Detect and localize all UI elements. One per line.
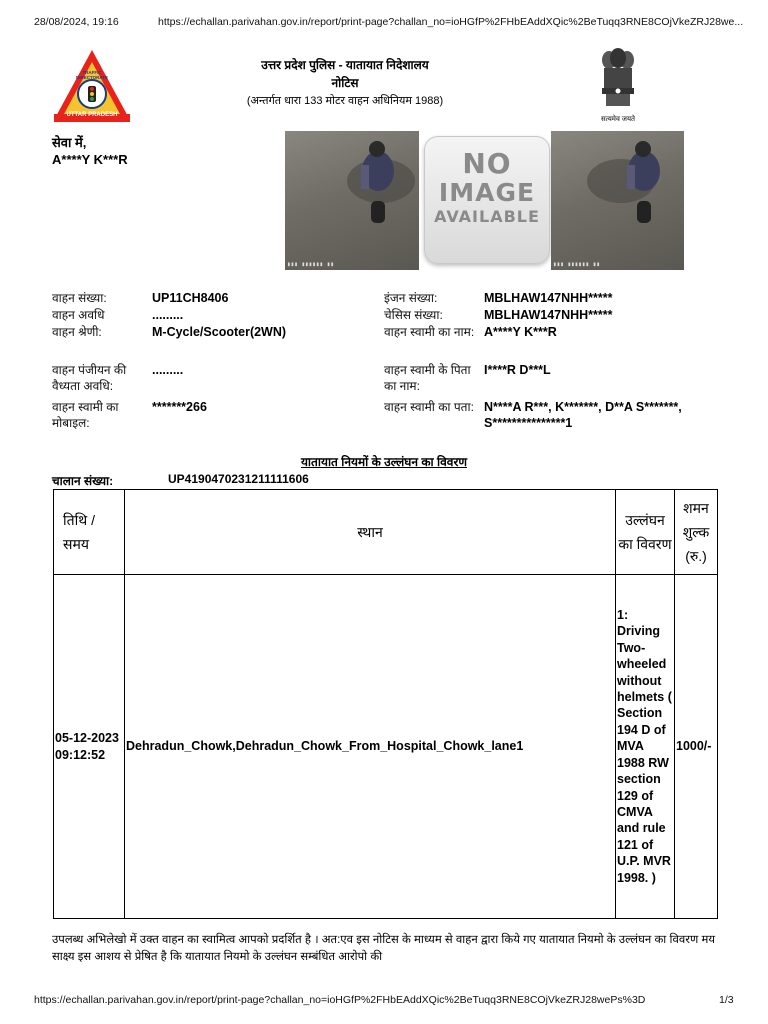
print-timestamp: 28/08/2024, 19:16 — [34, 16, 119, 28]
table-row — [54, 575, 718, 919]
notice-title: नोटिस — [331, 76, 359, 90]
recipient-name: A****Y K***R — [52, 152, 128, 167]
value-owner-father-name: I****R D***L — [484, 363, 551, 377]
label-vehicle-class: वाहन श्रेणी: — [52, 325, 102, 339]
no-image-placeholder — [424, 136, 550, 264]
label-vehicle-number: वाहन संख्या: — [52, 291, 107, 305]
photo-stamp-right: ▮▮▮ ▮▮▮▮▮▮ ▮▮ — [553, 261, 600, 268]
print-url-top: https://echallan.parivahan.gov.in/report/print-page?challan_no=ioHGfP%2FHbEAddXQic%2BeTuqq3RNE8COjVkeZRJ28we... — [158, 16, 744, 28]
emblem-caption: सत्यमेव जयते — [600, 116, 636, 123]
logo-text-bottom: UTTAR PRADESH — [66, 112, 118, 118]
value-engine-number: MBLHAW147NHH***** — [484, 291, 613, 305]
label-engine-number: इंजन संख्या: — [384, 291, 438, 305]
photo-stamp-left: ▮▮▮ ▮▮▮▮▮▮ ▮▮ — [287, 261, 334, 268]
violation-section-title: यातायात नियमों के उल्लंघन का विवरण — [300, 455, 468, 469]
value-vehicle-number: UP11CH8406 — [152, 291, 229, 305]
national-emblem — [596, 46, 640, 122]
cell-place: Dehradun_Chowk,Dehradun_Chowk_From_Hospital_Chowk_lane1 — [125, 575, 616, 919]
value-owner-mobile: *******266 — [152, 400, 207, 414]
value-vehicle-period: ......... — [152, 308, 184, 322]
page-number: 1/3 — [719, 994, 734, 1006]
no-image-line2: IMAGE — [438, 178, 536, 207]
logo-text-top: TRAFFIC DIRECTORATE — [75, 70, 109, 80]
challan-number-label: चालान संख्या: — [52, 474, 114, 488]
label-owner-mobile: वाहन स्वामी का मोबाइल: — [52, 400, 119, 430]
value-chassis-number: MBLHAW147NHH***** — [484, 308, 613, 322]
value-owner-name: A****Y K***R — [484, 325, 557, 339]
violation-table — [53, 489, 718, 919]
value-owner-address: N****A R***, K*******, D**A S*******, S***************1 — [484, 400, 682, 430]
label-chassis-number: चेसिस संख्या: — [384, 308, 443, 322]
header-violation-description: उल्लंघन का विवरण — [616, 490, 675, 575]
evidence-photo-right — [551, 131, 684, 270]
label-owner-name: वाहन स्वामी का नाम: — [384, 325, 475, 339]
no-image-line1: NO — [462, 147, 512, 180]
header-datetime: तिथि / समय — [54, 490, 125, 575]
notice-body-text: उपलब्ध अभिलेखो में उक्त वाहन का स्वामित्व आपको प्रदर्शित है । अत:एव इस नोटिस के माध्यम से वाहन द्वारा किये गए यातायात नियमो के उल्लंघन का विवरण मय साक्ष्य इस आशय से प्रेषित है कि यातायात नियमो के उल्लंघन सम्बंधित आरोपो की — [52, 934, 715, 963]
label-owner-father-name: वाहन स्वामी के पिता का नाम: — [384, 363, 471, 393]
cell-fine: 1000/- — [675, 575, 718, 919]
violation-table-header — [54, 490, 718, 575]
header-fine: शमन शुल्क (रु.) — [675, 490, 718, 575]
notice-authority: उत्तर प्रदेश पुलिस - यातायात निदेशालय — [261, 58, 429, 72]
challan-number-value: UP4190470231211111606 — [168, 472, 309, 486]
traffic-directorate-logo — [52, 48, 132, 124]
header-place: स्थान — [125, 490, 616, 575]
label-owner-address: वाहन स्वामी का पता: — [384, 400, 474, 414]
label-vehicle-period: वाहन अवधि — [52, 308, 105, 322]
cell-violation-description: 1: Driving Two-wheeled without helmets ( Section 194 D of MVA 1988 RW section 129 of CMVA and rule 121 of U.P. MVR 1998. ) — [616, 575, 675, 919]
salutation: सेवा में, — [52, 135, 87, 150]
value-vehicle-class: M-Cycle/Scooter(2WN) — [152, 325, 287, 339]
evidence-photo-left — [285, 131, 419, 270]
no-image-line3: AVAILABLE — [434, 207, 540, 226]
value-registration-validity: ......... — [152, 363, 184, 377]
cell-datetime: 05-12-2023 09:12:52 — [54, 575, 125, 919]
recipient-block — [52, 134, 128, 168]
label-registration-validity: वाहन पंजीयन की वैध्यता अवधि: — [52, 363, 127, 393]
print-url-bottom: https://echallan.parivahan.gov.in/report/print-page?challan_no=ioHGfP%2FHbEAddXQic%2BeTuqq3RNE8COjVkeZRJ28wePs%3D — [34, 994, 646, 1006]
notice-act: (अन्तर्गत धारा 133 मोटर वाहन अधिनियम 1988) — [246, 95, 444, 107]
